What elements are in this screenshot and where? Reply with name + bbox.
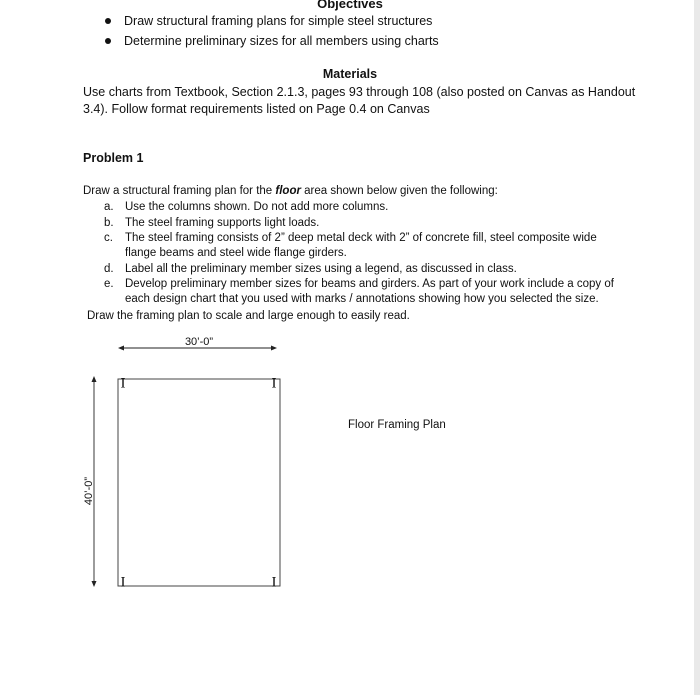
page-edge-divider xyxy=(694,0,700,695)
list-item-text: The steel framing consists of 2” deep metal deck with 2” of concrete fill, steel composite wide xyxy=(125,232,597,244)
materials-line-2: 3.4). Follow format requirements listed on Page 0.4 on Canvas xyxy=(83,102,430,116)
list-item-letter: b. xyxy=(104,217,114,229)
column-icon: I xyxy=(271,574,277,591)
problem-final-instruction: Draw the framing plan to scale and large enough to easily read. xyxy=(87,310,410,322)
list-item-letter: c. xyxy=(104,232,113,244)
problem-heading: Problem 1 xyxy=(83,151,144,165)
column-icon: I xyxy=(120,375,126,392)
objective-bullet-2: Determine preliminary sizes for all members using charts xyxy=(124,34,439,48)
height-dimension-label: 40’-0” xyxy=(83,476,95,506)
list-item-text: Label all the preliminary member sizes using a legend, as discussed in class. xyxy=(125,263,517,275)
materials-heading: Materials xyxy=(322,67,378,81)
objective-bullet-1: Draw structural framing plans for simple steel structures xyxy=(124,14,433,28)
intro-emphasis: floor xyxy=(275,185,301,197)
list-item-letter: d. xyxy=(104,263,114,275)
list-item-text: Develop preliminary member sizes for beams and girders. As part of your work include a copy of xyxy=(125,278,614,290)
list-item-text: The steel framing supports light loads. xyxy=(125,217,320,229)
objectives-heading: Objectives xyxy=(317,0,383,11)
list-item-text: Use the columns shown. Do not add more columns. xyxy=(125,201,389,213)
list-item-text-continued: each design chart that you used with marks / annotations showing how you selected the size. xyxy=(125,293,599,305)
list-item-text-continued: flange beams and steel wide flange girders. xyxy=(125,247,347,259)
column-icon: I xyxy=(271,375,277,392)
column-icon: I xyxy=(120,574,126,591)
width-dimension-label: 30’-0” xyxy=(184,336,214,348)
materials-line-1: Use charts from Textbook, Section 2.1.3, pages 93 through 108 (also posted on Canvas as Handout xyxy=(83,85,636,99)
floor-framing-plan-label: Floor Framing Plan xyxy=(348,419,446,431)
list-item-letter: e. xyxy=(104,278,114,290)
list-item-letter: a. xyxy=(104,201,114,213)
intro-text-before: Draw a structural framing plan for the xyxy=(83,185,276,197)
floor-outline xyxy=(118,379,280,586)
intro-text-after: area shown below given the following: xyxy=(300,185,498,197)
